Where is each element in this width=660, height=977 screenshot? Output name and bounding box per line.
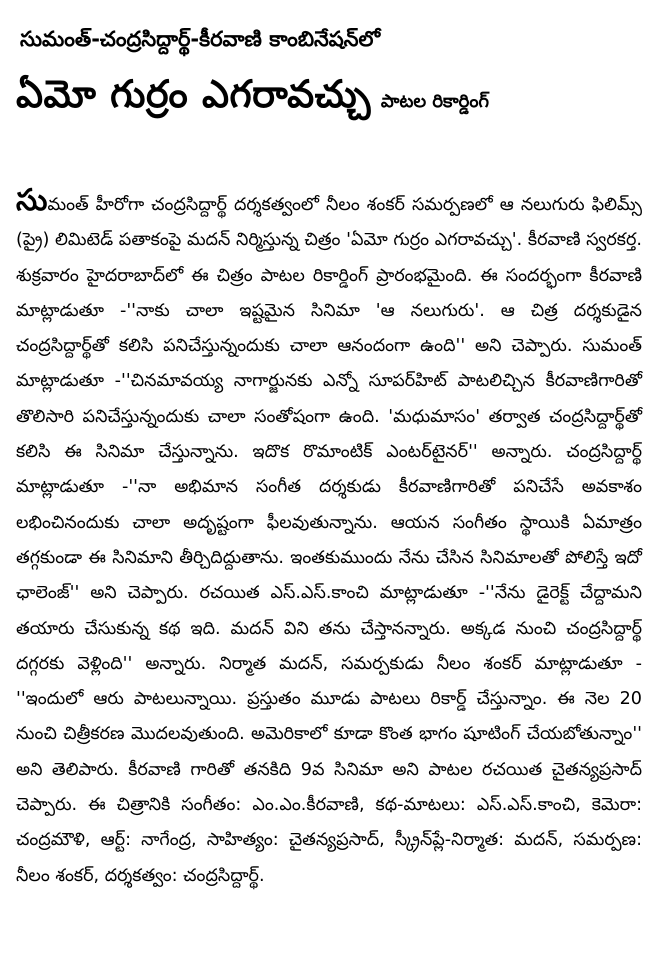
headline-sub: పాటల రికార్డింగ్‌ [380, 91, 489, 112]
headline-main: ఏమో గుర్రం ఎగరావచ్చు [16, 72, 371, 116]
headline [16, 70, 642, 118]
kicker-line: సుమంత్‌-చంద్రసిద్దార్థ్‌-కీరవాణి కాంబినేషన్‌లో [20, 27, 381, 51]
article-paragraph [16, 183, 642, 894]
article-body [16, 183, 642, 894]
article-text: మంత్‌ హీరోగా చంద్రసిద్దార్థ్‌ దర్శకత్వంలో నీలం శంకర్‌ సమర్పణలో ఆ నలుగురు ఫిలిమ్స్‌ (ప్రై) లిమిటెడ్‌ పతాకంపై మదన్‌ నిర్మిస్తున్న చిత్రం 'ఏమో గుర్రం ఎగరావచ్చు'. కీరవాణి స్వరకర్త. శుక్రవారం హైదరాబాద్‌లో ఈ చిత్రం పాటల రికార్డింగ్‌ ప్రారంభమైంది. ఈ సందర్భంగా కీరవాణి మాట్లాడుతూ -''నాకు చాలా ఇష్టమైన సినిమా 'ఆ నలుగురు'. ఆ చిత్ర దర్శకుడైన చంద్రసిద్దార్థ్‌తో కలిసి పనిచేస్తున్నందుకు చాలా ఆనందంగా ఉంది'' అని చెప్పారు. సుమంత్‌ మాట్లాడుతూ -''చినమావయ్య నాగార్జునకు ఎన్నో సూపర్‌హిట్‌ పాటలిచ్చిన కీరవాణిగారితో తొలిసారి పనిచేస్తున్నందుకు చాలా సంతోషంగా ఉంది. 'మధుమాసం' తర్వాత చంద్రసిద్దార్థ్‌తో కలిసి ఈ సినిమా చేస్తున్నాను. ఇదొక రొమాంటిక్‌ ఎంటర్‌టైనర్‌'' అన్నారు. చంద్రసిద్దార్థ్‌ మాట్లాడుతూ -''నా అభిమాన సంగీత దర్శకుడు కీరవాణిగారితో పనిచేసే అవకాశం లభించినందుకు చాలా అదృష్టంగా ఫీలవుతున్నాను. ఆయన సంగీతం స్థాయికి ఏమాత్రం తగ్గకుండా ఈ సినిమాని తీర్చిదిద్దుతాను. ఇంతకుముందు నేను చేసిన సినిమాలతో పోలిస్తే ఇదో ఛాలెంజ్‌'' అని చెప్పారు. రచయిత ఎస్‌.ఎస్‌.కాంచి మాట్లాడుతూ -''నేను డైరెక్ట్‌ చేద్దామని తయారు చేసుకున్న కథ ఇది. మదన్‌ విని తను చేస్తానన్నారు. అక్కడ నుంచి చంద్రసిద్దార్థ్‌ దగ్గరకు వెళ్లింది'' అన్నారు. నిర్మాత మదన్‌, సమర్పకుడు నీలం శంకర్‌ మాట్లాడుతూ -''ఇందులో ఆరు పాటలున్నాయి. ప్రస్తుతం మూడు పాటలు రికార్డ్‌ చేస్తున్నాం. ఈ నెల 20 నుంచి చిత్రీకరణ మొదలవుతుంది. అమెరికాలో కూడా కొంత భాగం షూటింగ్‌ చేయబోతున్నాం'' అని తెలిపారు. కీరవాణి గారితో తనకిది 9వ సినిమా అని పాటల రచయిత చైతన్యప్రసాద్‌ చెప్పారు. ఈ చిత్రానికి సంగీతం: ఎం.ఎం.కీరవాణి, కథ-మాటలు: ఎస్‌.ఎస్‌.కాంచి, కెమెరా: చంద్రమౌళి, ఆర్ట్‌: నాగేంద్ర, సాహిత్యం: చైతన్యప్రసాద్‌, స్క్రీన్‌ప్లే-నిర్మాత: మదన్‌, సమర్పణ: నీలం శంకర్‌, దర్శకత్వం: చంద్రసిద్దార్థ్‌. [16, 195, 642, 886]
drop-cap: సు [16, 183, 48, 218]
